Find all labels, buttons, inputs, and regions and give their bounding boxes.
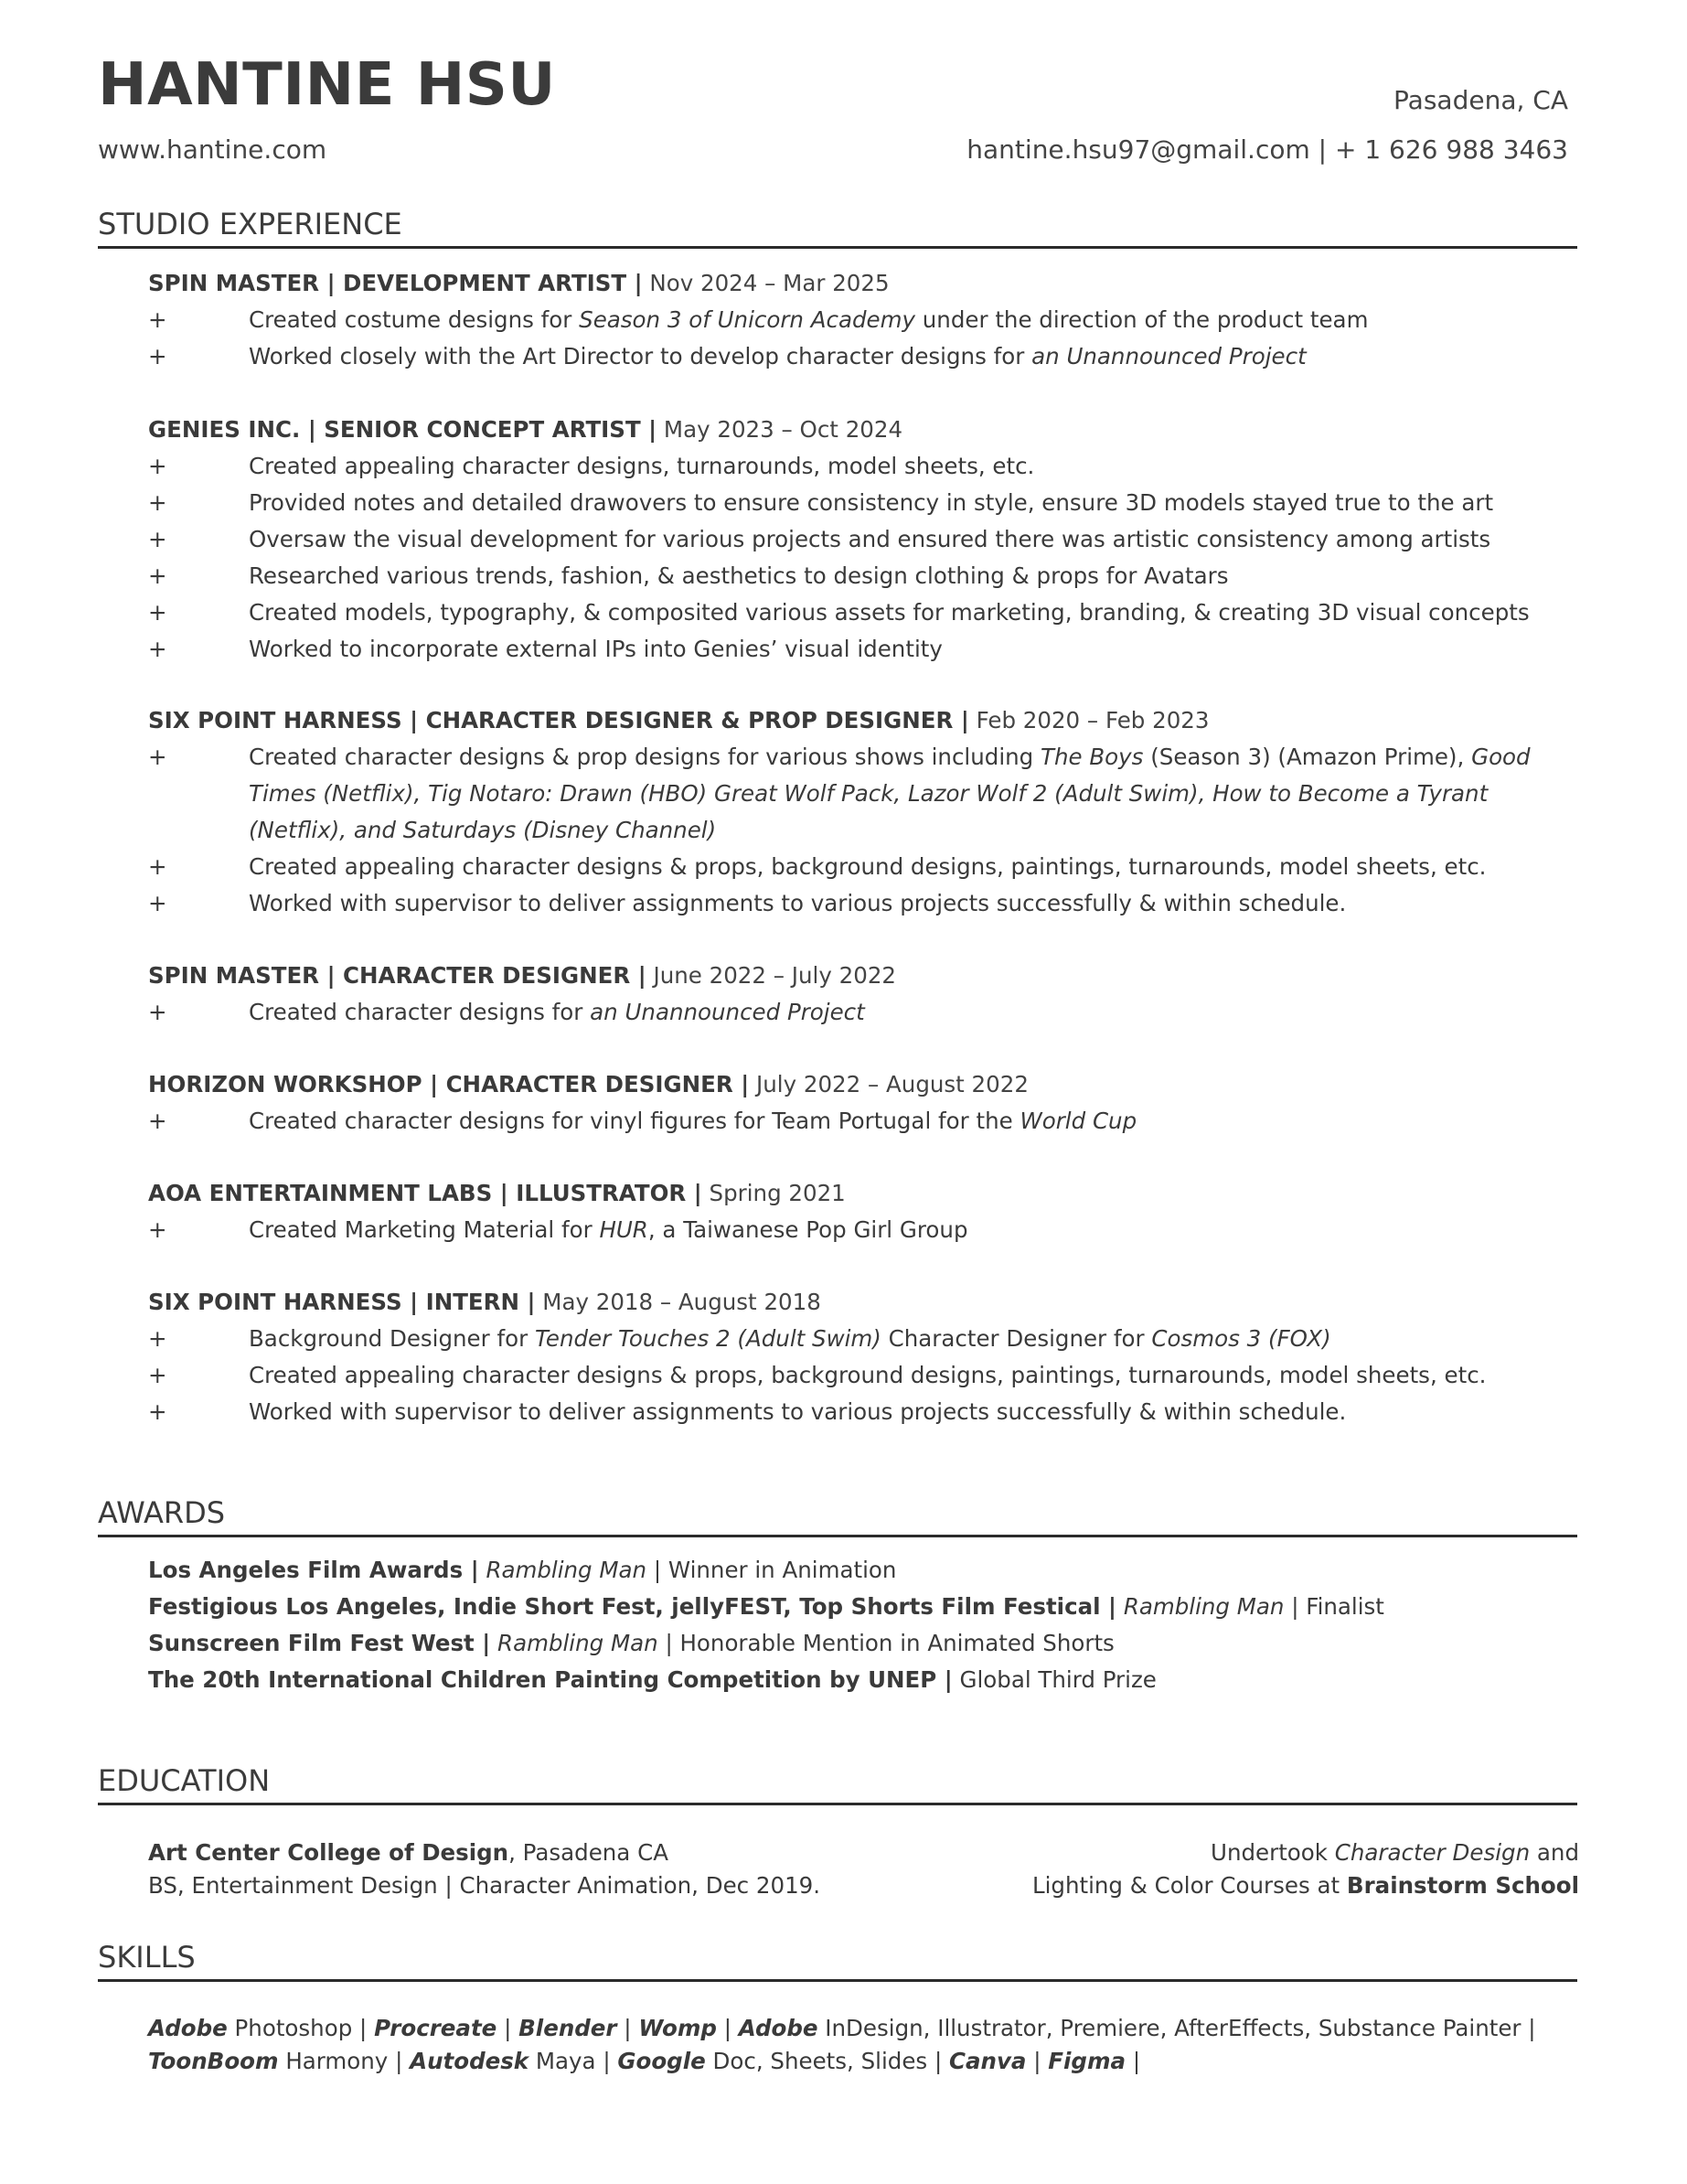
employment-dates: Feb 2020 – Feb 2023 <box>968 707 1210 733</box>
text-run: | <box>1126 2048 1141 2074</box>
experience-bullet <box>148 302 1538 338</box>
experience-title <box>148 1175 1538 1212</box>
text-run: Created appealing character designs & props, background designs, paintings, turnarounds, model sheets, etc. <box>249 853 1487 880</box>
italic-text: Season 3 of Unicorn Academy <box>579 306 915 333</box>
experience-entry <box>148 1175 1538 1248</box>
text-run <box>490 1630 497 1656</box>
experience-bullet <box>148 448 1538 485</box>
bold-text: Procreate <box>374 2015 497 2041</box>
award-item <box>148 1552 1538 1589</box>
employment-dates: June 2022 – July 2022 <box>646 962 896 989</box>
italic-text: Cosmos 3 (FOX) <box>1151 1325 1331 1352</box>
italic-text: Tender Touches 2 (Adult Swim) <box>534 1325 881 1352</box>
experience-title <box>148 1284 1538 1321</box>
experience-title <box>148 702 1538 739</box>
section-heading-education: EDUCATION <box>98 1765 1577 1805</box>
skills-line <box>148 2045 1593 2078</box>
experience-entry <box>148 958 1538 1031</box>
bold-text: Adobe <box>738 2015 818 2041</box>
bold-text: Canva <box>948 2048 1027 2074</box>
plus-bullet-icon: + <box>148 1108 167 1134</box>
education-extra <box>1032 1836 1579 1902</box>
experience-bullet <box>148 849 1538 885</box>
school-location: , Pasadena CA <box>508 1839 668 1866</box>
text-run: | Winner in Animation <box>646 1557 897 1583</box>
experience-bullet <box>148 485 1538 521</box>
skills-list <box>148 2012 1593 2078</box>
italic-text: Rambling Man <box>497 1630 658 1656</box>
text-run: Created character designs for vinyl figures for Team Portugal for the <box>249 1108 1020 1134</box>
text-run: Character Designer for <box>881 1325 1152 1352</box>
text-run: under the direction of the product team <box>914 306 1369 333</box>
bold-text: Figma <box>1048 2048 1126 2074</box>
education-extra-line-2 <box>1032 1869 1579 1902</box>
extra-school: Brainstorm School <box>1346 1872 1579 1899</box>
italic-text: World Cup <box>1020 1108 1137 1134</box>
plus-bullet-icon: + <box>148 1325 167 1352</box>
bold-text: Sunscreen Film Fest West | <box>148 1630 491 1656</box>
text-run: Created models, typography, & composited various assets for marketing, branding, & creating 3D visual concepts <box>249 599 1530 626</box>
plus-bullet-icon: + <box>148 890 167 916</box>
text-run: Photoshop | <box>227 2015 375 2041</box>
text-run: Harmony | <box>278 2048 411 2074</box>
text-run: Worked to incorporate external IPs into Genies’ visual identity <box>249 636 943 662</box>
company-role: SIX POINT HARNESS | INTERN | <box>148 1289 536 1315</box>
experience-title <box>148 1066 1538 1103</box>
company-role: GENIES INC. | SENIOR CONCEPT ARTIST | <box>148 416 657 443</box>
plus-bullet-icon: + <box>148 599 167 626</box>
plus-bullet-icon: + <box>148 636 167 662</box>
awards-list <box>148 1552 1538 1698</box>
plus-bullet-icon: + <box>148 526 167 552</box>
experience-bullet <box>148 1357 1538 1394</box>
experience-bullet <box>148 994 1538 1031</box>
experience-bullet <box>148 558 1538 594</box>
text-run: Created character designs & prop designs for various shows including <box>249 744 1041 770</box>
experience-title <box>148 265 1538 302</box>
company-role: SPIN MASTER | DEVELOPMENT ARTIST | <box>148 270 643 296</box>
text-run: | <box>1026 2048 1049 2074</box>
plus-bullet-icon: + <box>148 853 167 880</box>
text-run: Created character designs for <box>249 999 591 1025</box>
candidate-name: HANTINE HSU <box>98 51 556 119</box>
extra-text: Lighting & Color Courses at <box>1031 1872 1347 1899</box>
employment-dates: July 2022 – August 2022 <box>749 1071 1029 1097</box>
experience-bullet <box>148 521 1538 558</box>
plus-bullet-icon: + <box>148 343 167 369</box>
text-run: Created costume designs for <box>249 306 580 333</box>
experience-entry <box>148 702 1538 922</box>
bold-text: ToonBoom <box>148 2048 279 2074</box>
text-run: Created Marketing Material for <box>249 1216 600 1243</box>
employment-dates: May 2018 – August 2018 <box>535 1289 821 1315</box>
italic-text: an Unannounced Project <box>590 999 865 1025</box>
extra-course: Character Design <box>1334 1839 1531 1866</box>
experience-entry <box>148 1284 1538 1430</box>
education-entry <box>148 1836 820 1902</box>
plus-bullet-icon: + <box>148 1398 167 1425</box>
experience-bullet <box>148 1103 1538 1140</box>
company-role: SPIN MASTER | CHARACTER DESIGNER | <box>148 962 646 989</box>
experience-bullet <box>148 1212 1538 1248</box>
employment-dates: Spring 2021 <box>701 1180 846 1206</box>
italic-text: Good Times (Netflix), Tig Notaro: Drawn (HBO) Great Wolf Pack, Lazor Wolf 2 (Adult Swim), How to Become a Tyrant (Netflix), and Saturdays (Disney Channel) <box>249 744 1531 843</box>
bold-text: Autodesk <box>410 2048 529 2074</box>
plus-bullet-icon: + <box>148 562 167 589</box>
skills-line <box>148 2012 1593 2045</box>
plus-bullet-icon: + <box>148 489 167 516</box>
text-run <box>1116 1593 1124 1620</box>
experience-bullet <box>148 1394 1538 1430</box>
text-run: | <box>496 2015 519 2041</box>
text-run: | Finalist <box>1284 1593 1384 1620</box>
text-run: , a Taiwanese Pop Girl Group <box>647 1216 968 1243</box>
text-run: Doc, Sheets, Slides | <box>705 2048 949 2074</box>
section-heading-experience: STUDIO EXPERIENCE <box>98 209 1577 249</box>
experience-entry <box>148 265 1538 375</box>
extra-text: Undertook <box>1211 1839 1335 1866</box>
website-link[interactable]: www.hantine.com <box>98 134 327 165</box>
text-run: Maya | <box>529 2048 618 2074</box>
italic-text: an Unannounced Project <box>1031 343 1307 369</box>
text-run: Researched various trends, fashion, & aesthetics to design clothing & props for Avatars <box>249 562 1229 589</box>
text-run: Global Third Prize <box>952 1666 1157 1693</box>
plus-bullet-icon: + <box>148 306 167 333</box>
text-run: (Season 3) (Amazon Prime), <box>1143 744 1472 770</box>
extra-text: and <box>1530 1839 1579 1866</box>
text-run: Worked with supervisor to deliver assignments to various projects successfully & within schedule. <box>249 890 1347 916</box>
employment-dates: Nov 2024 – Mar 2025 <box>642 270 890 296</box>
text-run: Created appealing character designs & props, background designs, paintings, turnarounds, model sheets, etc. <box>249 1362 1487 1388</box>
company-role: HORIZON WORKSHOP | CHARACTER DESIGNER | <box>148 1071 750 1097</box>
text-run: Worked with supervisor to deliver assignments to various projects successfully & within schedule. <box>249 1398 1347 1425</box>
experience-entry <box>148 412 1538 668</box>
bold-text: Blender <box>518 2015 617 2041</box>
education-degree: BS, Entertainment Design | Character Animation, Dec 2019. <box>148 1872 821 1899</box>
text-run: Provided notes and detailed drawovers to ensure consistency in style, ensure 3D models stayed true to the art <box>249 489 1494 516</box>
experience-bullet <box>148 739 1538 849</box>
text-run: Background Designer for <box>249 1325 535 1352</box>
education-school-line <box>148 1836 820 1869</box>
italic-text: Rambling Man <box>1123 1593 1285 1620</box>
award-item <box>148 1589 1538 1625</box>
school-name: Art Center College of Design <box>148 1839 509 1866</box>
plus-bullet-icon: + <box>148 1362 167 1388</box>
section-heading-skills: SKILLS <box>98 1942 1577 1982</box>
italic-text: The Boys <box>1041 744 1144 770</box>
education-extra-line-1 <box>1032 1836 1579 1869</box>
experience-bullet <box>148 631 1538 668</box>
text-run: | <box>716 2015 739 2041</box>
company-role: SIX POINT HARNESS | CHARACTER DESIGNER & PROP DESIGNER | <box>148 707 969 733</box>
text-run: | Honorable Mention in Animated Shorts <box>657 1630 1115 1656</box>
contact-info[interactable]: hantine.hsu97@gmail.com | + 1 626 988 3463 <box>966 134 1568 165</box>
bold-text: Adobe <box>148 2015 228 2041</box>
experience-entry <box>148 1066 1538 1140</box>
experience-bullet <box>148 338 1538 375</box>
plus-bullet-icon: + <box>148 744 167 770</box>
experience-bullet <box>148 594 1538 631</box>
company-role: AOA ENTERTAINMENT LABS | ILLUSTRATOR | <box>148 1180 702 1206</box>
text-run: Worked closely with the Art Director to develop character designs for <box>249 343 1032 369</box>
plus-bullet-icon: + <box>148 453 167 479</box>
experience-title <box>148 958 1538 994</box>
plus-bullet-icon: + <box>148 999 167 1025</box>
experience-title <box>148 412 1538 448</box>
plus-bullet-icon: + <box>148 1216 167 1243</box>
text-run: | <box>616 2015 639 2041</box>
text-run: InDesign, Illustrator, Premiere, AfterEffects, Substance Painter | <box>817 2015 1536 2041</box>
bold-text: Los Angeles Film Awards | <box>148 1557 479 1583</box>
italic-text: Rambling Man <box>486 1557 647 1583</box>
location-text: Pasadena, CA <box>1393 85 1568 115</box>
text-run: Created appealing character designs, turnarounds, model sheets, etc. <box>249 453 1035 479</box>
bold-text: Festigious Los Angeles, Indie Short Fest, jellyFEST, Top Shorts Film Festical | <box>148 1593 1117 1620</box>
employment-dates: May 2023 – Oct 2024 <box>657 416 903 443</box>
experience-bullet <box>148 885 1538 922</box>
bold-text: The 20th International Children Painting Competition by UNEP | <box>148 1666 953 1693</box>
section-heading-awards: AWARDS <box>98 1497 1577 1537</box>
text-run: Oversaw the visual development for various projects and ensured there was artistic consistency among artists <box>249 526 1491 552</box>
award-item <box>148 1625 1538 1662</box>
bold-text: Womp <box>638 2015 717 2041</box>
bold-text: Google <box>617 2048 706 2074</box>
award-item <box>148 1662 1538 1698</box>
experience-bullet <box>148 1321 1538 1357</box>
italic-text: HUR <box>599 1216 648 1243</box>
